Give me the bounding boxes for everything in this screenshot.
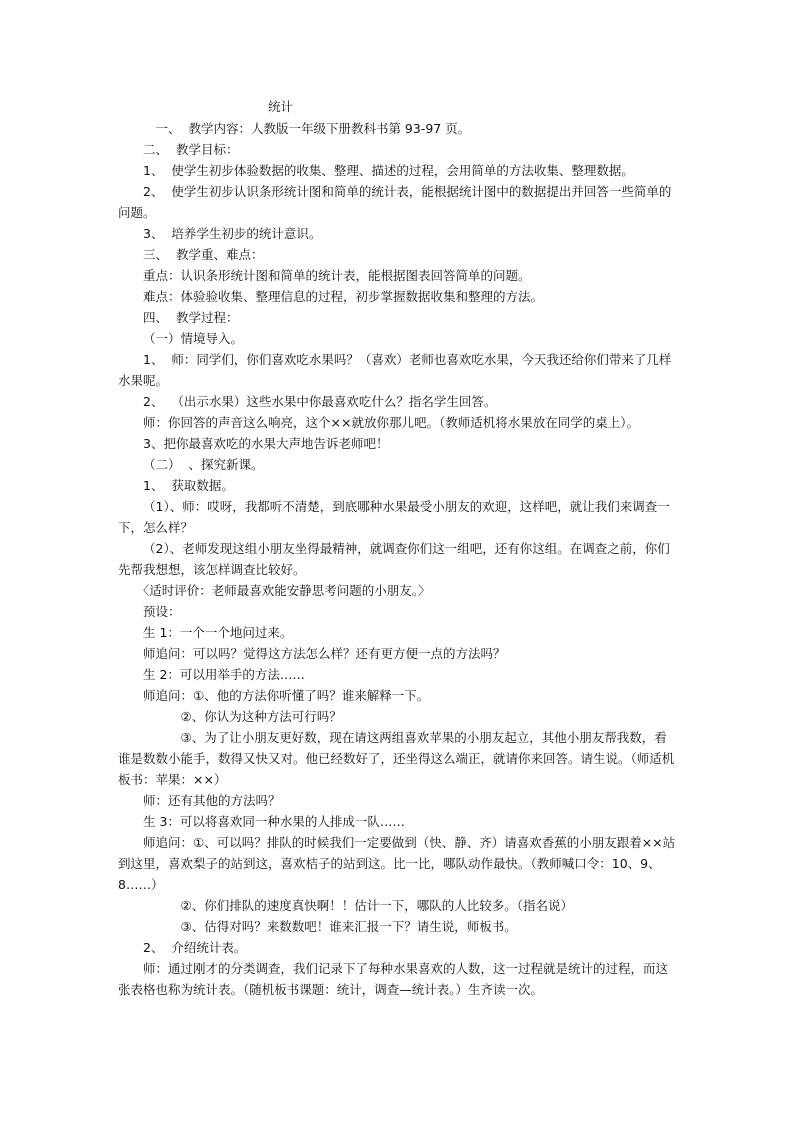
student-1-line: 生 1：一个一个地问过来。 (143, 625, 293, 640)
document-title: 统计 (268, 99, 294, 114)
teacher-line: 师：你回答的声音这么响亮，这个××就放你那儿吧。（教师适机将水果放在同学的桌上）。 (143, 415, 639, 430)
student-2-line: 生 2：可以用举手的方法…… (143, 667, 305, 682)
process-item-2: 2、 （出示水果）这些水果中你最喜欢吃什么？指名学生回答。 (143, 394, 497, 409)
explore-item-1: 1、 获取数据。 (143, 478, 234, 493)
process-item-1: 1、 师：同学们，你们喜欢吃水果吗？（喜欢）老师也喜欢吃水果，今天我还给你们带来了几样水果呢。 (118, 352, 672, 388)
followup-2-item-2: ②、你认为这种方法可行吗？ (180, 709, 342, 724)
section-heading-content: 一、 教学内容：人教版一年级下册教科书第 93-97 页。 (155, 121, 471, 136)
subsection-intro: （一）情境导入。 (143, 331, 244, 346)
statistics-table-intro: 师：通过刚才的分类调查，我们记录下了每种水果喜欢的人数，这一过程就是统计的过程，而这张表格也称为统计表。（随机板书课题：统计，调查—统计表。）生齐读一次。 (118, 961, 669, 997)
presupposition-label: 预设： (143, 604, 181, 619)
explore-sub-2: （2）、老师发现这组小朋友坐得最精神，就调查你们这一组吧，还有你这组。在调查之前，你们先帮我想想，该怎样调查比较好。 (118, 541, 670, 577)
followup-3-item-2: ②、你们排队的速度真快啊！！估计一下，哪队的人比较多。（指名说） (180, 898, 573, 913)
teacher-other-methods: 师：还有其他的方法吗？ (143, 793, 281, 808)
section-heading-goals: 二、 教学目标： (143, 142, 239, 157)
teacher-followup-1: 师追问：可以吗？觉得这方法怎么样？还有更方便一点的方法吗？ (143, 646, 506, 661)
teacher-followup-2: 师追问：①、他的方法你听懂了吗？谁来解释一下。 (143, 688, 430, 703)
student-3-line: 生 3：可以将喜欢同一种水果的人排成一队…… (143, 814, 405, 829)
timely-evaluation: 〈适时评价：老师最喜欢能安静思考问题的小朋友。〉 (136, 583, 431, 598)
section-heading-process: 四、 教学过程： (143, 310, 239, 325)
subsection-explore: （二） 、探究新课。 (143, 457, 264, 472)
process-item-3: 3、把你最喜欢吃的水果大声地告诉老师吧！ (143, 436, 389, 451)
difficult-point: 难点：体验验收集、整理信息的过程，初步掌握数据收集和整理的方法。 (143, 289, 544, 304)
goal-item-1: 1、 使学生初步体验数据的收集、整理、描述的过程，会用简单的方法收集、整理数据。 (143, 163, 634, 178)
explore-item-2: 2、 介绍统计表。 (143, 940, 247, 955)
explore-sub-1: （1）、师：哎呀，我都听不清楚，到底哪种水果最受小朋友的欢迎，这样吧，就让我们来调查一下，怎么样？ (118, 499, 670, 535)
document-page (118, 96, 678, 1000)
followup-3-item-3: ③、估得对吗？来数数吧！谁来汇报一下？请生说，师板书。 (180, 919, 517, 934)
goal-item-2: 2、 使学生初步认识条形统计图和简单的统计表，能根据统计图中的数据提出并回答一些简单的问题。 (118, 184, 672, 220)
goal-item-3: 3、 培养学生初步的统计意识。 (143, 226, 322, 241)
followup-2-item-3: ③、为了让小朋友更好数，现在请这两组喜欢苹果的小朋友起立，其他小朋友帮我数，看谁是数数小能手，数得又快又对。他已经数好了，还坐得这么端正，就请你来回答。请生说。（师适机板书：苹果：××） (118, 730, 675, 787)
section-heading-keypoints: 三、 教学重、难点： (143, 247, 264, 262)
key-point: 重点：认识条形统计图和简单的统计表，能根据图表回答简单的问题。 (143, 268, 531, 283)
teacher-followup-3: 师追问：①、可以吗？排队的时候我们一定要做到（快、静、齐）请喜欢香蕉的小朋友跟着××站到这里，喜欢梨子的站到这，喜欢桔子的站到这。比一比，哪队动作最快。（教师喊口令：10、9、8……） (118, 835, 676, 892)
